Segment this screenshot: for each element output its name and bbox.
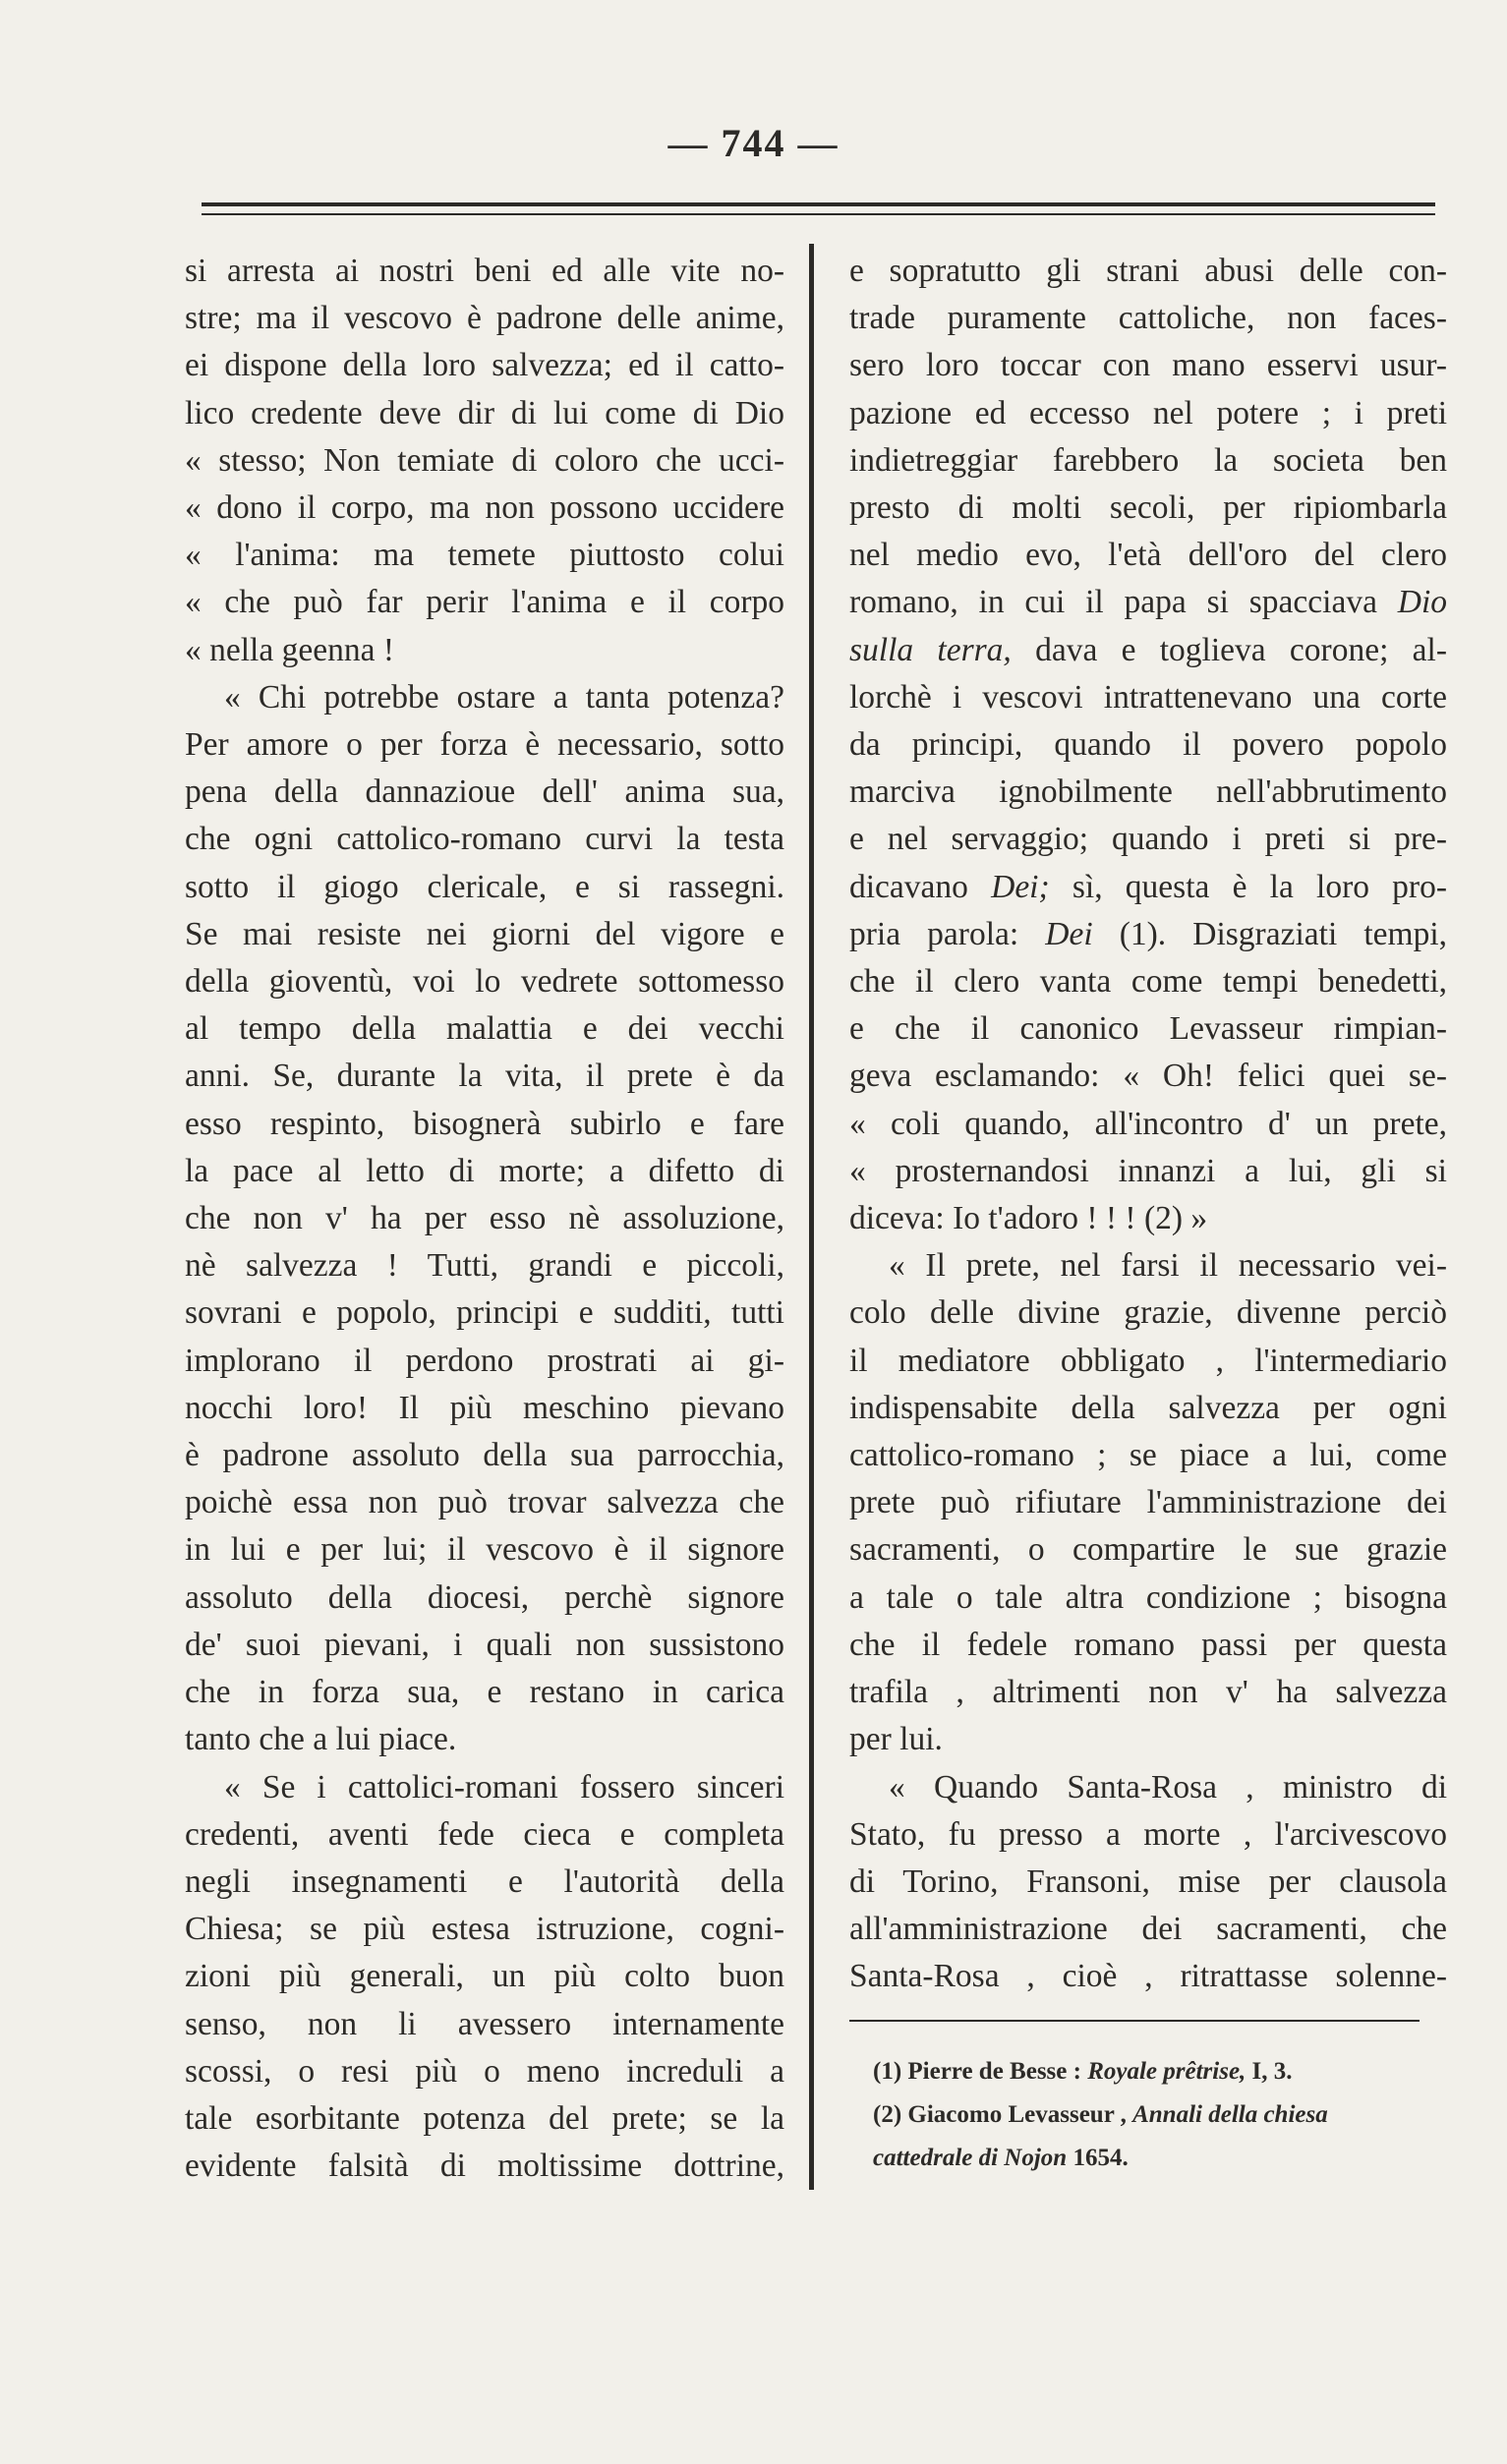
text-line: negli insegnamenti e l'autorità della [185,1862,784,1900]
text-line: si arresta ai nostri beni ed alle vite no- [185,253,784,289]
text-line: Santa-Rosa , cioè , ritrattasse solenne- [849,1958,1447,1995]
footnote-text: 1654. [1067,2145,1129,2171]
text-line: « Chi potrebbe ostare a tanta potenza? [224,678,784,716]
text-line: prete può rifiutare l'amministrazione dei [849,1484,1447,1521]
text-line: lico credente deve dir di lui come di Dio [185,394,784,431]
text-line: « Il prete, nel farsi il necessario vei- [889,1247,1447,1285]
footnote-title: cattedrale di Nojon [873,2145,1068,2171]
text-line: che il fedele romano passi per questa [849,1626,1447,1663]
text-line: evidente falsità di moltissime dottrine, [185,2148,784,2185]
text-line: anni. Se, durante la vita, il prete è da [185,1058,784,1095]
text-line: diceva: Io t'adoro ! ! ! (2) » [849,1200,1208,1237]
text-line: esso respinto, bisognerà subirlo e fare [185,1105,784,1142]
text-line: e sopratutto gli strani abusi delle con- [849,253,1447,289]
text-line: credenti, aventi fede cieca e completa [185,1815,784,1853]
footnote-title: Annali della chiesa [1132,2101,1328,2128]
text-line: che in forza sua, e restano in carica [185,1674,784,1711]
footnote-text: I, 3. [1246,2058,1293,2085]
text-segment: sì, questa è la loro pro- [1049,868,1447,905]
text-line: sotto il giogo clericale, e si rassegni. [185,868,784,905]
text-line: tanto che a lui piace. [185,1721,457,1758]
text-line: la pace al letto di morte; a difetto di [185,1152,784,1189]
text-line: « prosternandosi innanzi a lui, gli si [849,1152,1447,1189]
text-line: geva esclamando: « Oh! felici quei se- [849,1058,1447,1095]
text-line [849,911,1447,958]
text-segment: dicavano [849,868,992,905]
footnote-text: (2) Giacomo Levasseur , [873,2101,1133,2128]
text-line: tale esorbitante potenza del prete; se la [185,2099,784,2137]
text-line: marciva ignobilmente nell'abbrutimento [849,774,1447,811]
text-line: « l'anima: ma temete piuttosto colui [185,537,784,574]
text-line: cattolico-romano ; se piace a lui, come [849,1437,1447,1474]
italic-phrase: sulla terra, [849,631,1012,668]
text-line: pazione ed eccesso nel potere ; i preti [849,394,1447,431]
text-line: colo delle divine grazie, divenne perciò [849,1294,1447,1332]
text-line: è padrone assoluto della sua parrocchia, [185,1437,784,1474]
footnote-2-cont [873,2137,1448,2180]
text-line: nocchi loro! Il più meschino pievano [185,1389,784,1426]
right-column [849,248,1447,2001]
italic-word: Dio [1397,584,1447,621]
text-line: che ogni cattolico-romano curvi la testa [185,821,784,858]
column-divider [809,244,814,2190]
text-line: sovrani e popolo, principi e sudditi, tutti [185,1294,784,1332]
text-line: « Se i cattolici-romani fossero sinceri [224,1768,784,1805]
left-column [185,248,784,2190]
text-line: presto di molti secoli, per ripiombarla [849,489,1447,527]
text-line: zioni più generali, un più colto buon [185,1958,784,1995]
text-line: trade puramente cattoliche, non faces- [849,300,1447,337]
text-line: sero loro toccar con mano esservi usur- [849,347,1447,384]
text-line: Per amore o per forza è necessario, sotto [185,726,784,764]
footnote-1 [873,2050,1448,2093]
text-line: pena della dannazioue dell' anima sua, [185,774,784,811]
text-line: « Quando Santa-Rosa , ministro di [889,1768,1447,1805]
text-line: che non v' ha per esso nè assoluzione, [185,1200,784,1237]
text-line: di Torino, Fransoni, mise per clausola [849,1862,1447,1900]
text-line: « che può far perir l'anima e il corpo [185,584,784,621]
text-line: Stato, fu presso a morte , l'arcivescovo [849,1815,1447,1853]
footnotes [873,2050,1448,2180]
page-number: — 744 — [667,121,840,165]
text-line: il mediatore obbligato , l'intermediario [849,1342,1447,1379]
text-line: nel medio evo, l'età dell'oro del clero [849,537,1447,574]
text-line: stre; ma il vescovo è padrone delle anime, [185,300,784,337]
text-line: scossi, o resi più o meno increduli a [185,2052,784,2090]
text-line [849,579,1447,626]
text-line: « stesso; Non temiate di coloro che ucci- [185,441,784,479]
footnote-rule [849,2020,1420,2022]
text-line: della gioventù, voi lo vedrete sottomesso [185,963,784,1001]
text-segment: (1). Disgraziati tempi, [1092,915,1448,952]
text-line: « dono il corpo, ma non possono uccidere [185,489,784,527]
text-line: all'amministrazione dei sacramenti, che [849,1911,1447,1948]
text-line: trafila , altrimenti non v' ha salvezza [849,1674,1447,1711]
text-segment: dava e toglieva corone; al- [1011,631,1447,668]
text-line: e che il canonico Levasseur rimpian- [849,1010,1447,1048]
text-line: assoluto della diocesi, perchè signore [185,1578,784,1616]
text-line: Se mai resiste nei giorni del vigore e [185,915,784,952]
text-line: nè salvezza ! Tutti, grandi e piccoli, [185,1247,784,1285]
text-line [849,864,1447,911]
italic-word: Dei [1045,915,1093,952]
text-line: « coli quando, all'incontro d' un prete, [849,1105,1447,1142]
text-line: Chiesa; se più estesa istruzione, cogni- [185,1911,784,1948]
text-line: in lui e per lui; il vescovo è il signore [185,1531,784,1569]
footnote-title: Royale prêtrise, [1087,2058,1246,2085]
text-segment: pria parola: [849,915,1046,952]
text-segment: romano, in cui il papa si spacciava [849,584,1398,621]
text-line: de' suoi pievani, i quali non sussistono [185,1626,784,1663]
text-line: indispensabite della salvezza per ogni [849,1389,1447,1426]
text-line: lorchè i vescovi intrattenevano una corte [849,678,1447,716]
text-line: indietreggiar farebbero la societa ben [849,441,1447,479]
text-line: da principi, quando il povero popolo [849,726,1447,764]
text-line: sacramenti, o compartire le sue grazie [849,1531,1447,1569]
text-line: « nella geenna ! [185,631,394,668]
text-line: per lui. [849,1721,943,1758]
footnote-2 [873,2093,1448,2137]
text-line: senso, non li avessero internamente [185,2005,784,2042]
header-rule [202,202,1435,215]
italic-word: Dei; [991,868,1050,905]
text-line: poichè essa non può trovar salvezza che [185,1484,784,1521]
text-line [849,627,1447,674]
text-line: implorano il perdono prostrati ai gi- [185,1342,784,1379]
text-line: che il clero vanta come tempi benedetti, [849,963,1447,1001]
text-line: a tale o tale altra condizione ; bisogna [849,1578,1447,1616]
footnote-text: (1) Pierre de Besse : [873,2058,1088,2085]
text-line: e nel servaggio; quando i preti si pre- [849,821,1447,858]
text-line: ei dispone della loro salvezza; ed il catto- [185,347,784,384]
text-line: al tempo della malattia e dei vecchi [185,1010,784,1048]
